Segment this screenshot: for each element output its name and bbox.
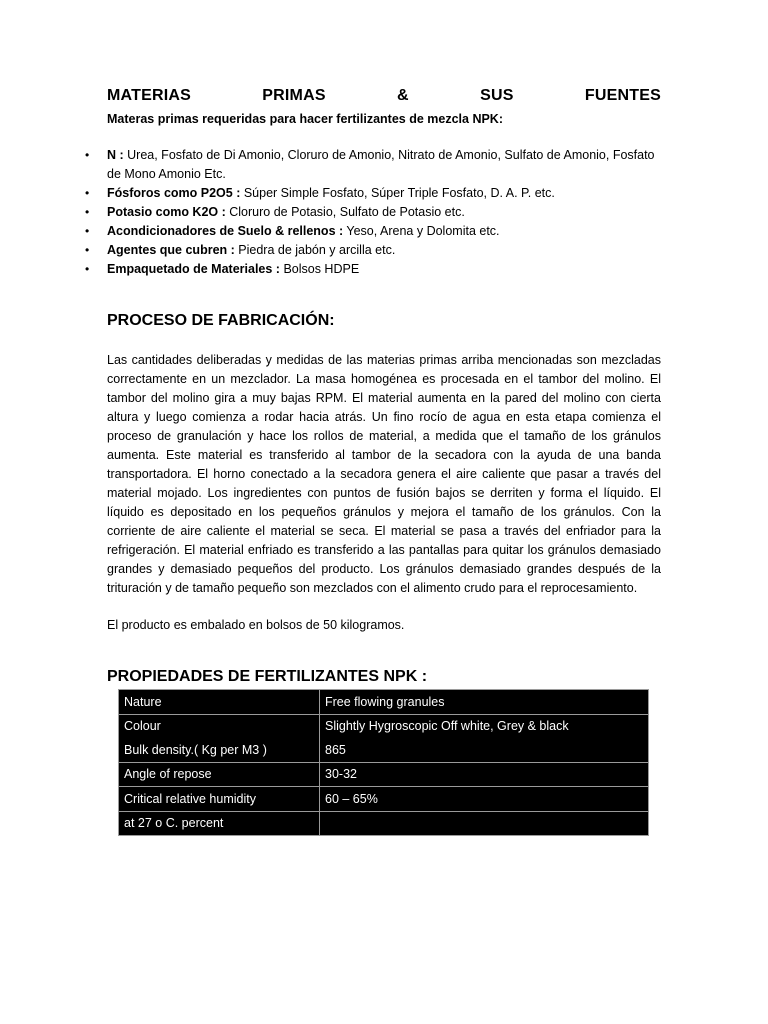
properties-table: [118, 689, 649, 836]
table-cell-property: at 27 o C. percent: [119, 811, 320, 836]
table-row: [119, 690, 649, 715]
list-item: [85, 241, 663, 260]
table-row: [119, 787, 649, 812]
table-cell-value: Slightly Hygroscopic Off white, Grey & black: [320, 714, 649, 738]
bullet-icon: •: [85, 243, 90, 257]
process-paragraph: Las cantidades deliberadas y medidas de las materias primas arriba mencionadas son mezcladas correctamente en un mezclador. La masa homogénea es procesada en el tambor del molino. El tambor del molino gira a muy bajas RPM. El material aumenta en la pared del molino con cierta altura y luego comienza a rodar hacia atrás. Un fino rocío de agua en esta etapa comienza el proceso de granulación y hace los rollos de material, a medida que el tamaño de los gránulos aumenta. Este material es transferido al tambor de la secadora con la ayuda de una banda transportadora. El horno conectado a la secadora genera el aire caliente que pasar a través del material mojado. Los ingredientes con puntos de fusión bajos se derriten y forma el líquido. El líquido es depositado en los pequeños gránulos y mejora el tamaño de los gránulos. Con la corriente de aire caliente el material se seca. El material se pasa a través del enfriador para la refrigeración. El material enfriado es transferido a las pantallas para quitar los gránulos demasiado grandes y demasiado pequeños del producto. Los gránulos demasiado grandes después de la trituración y de tamaño pequeño son mezclados con el alimento crudo para el reprocesamiento.: [107, 353, 661, 595]
item-label: Potasio como K2O :: [107, 205, 226, 219]
main-heading: [107, 87, 661, 105]
process-heading: PROCESO DE FABRICACIÓN:: [107, 312, 335, 329]
heading-word: &: [397, 87, 409, 104]
heading-word: PRIMAS: [262, 87, 326, 104]
table-cell-property: Critical relative humidity: [119, 787, 320, 812]
item-label: Empaquetado de Materiales :: [107, 262, 280, 276]
bullet-icon: •: [85, 224, 90, 238]
item-label: Agentes que cubren :: [107, 243, 235, 257]
list-item: [85, 222, 663, 241]
item-text: Piedra de jabón y arcilla etc.: [234, 243, 396, 257]
table-row: [119, 738, 649, 762]
heading-word: MATERIAS: [107, 87, 191, 104]
table-row: [119, 714, 649, 738]
table-cell-value: [320, 811, 649, 836]
item-text: Cloruro de Potasio, Sulfato de Potasio etc.: [225, 205, 465, 219]
item-label: N :: [107, 148, 124, 162]
list-item: [85, 146, 663, 184]
bullet-icon: •: [85, 186, 90, 200]
item-text: Urea, Fosfato de Di Amonio, Cloruro de Amonio, Nitrato de Amonio, Sulfato de Amonio, Fosfato de Mono Amonio Etc.: [107, 148, 655, 181]
table-cell-property: Colour: [119, 714, 320, 738]
table-cell-value: Free flowing granules: [320, 690, 649, 715]
table-cell-property: Nature: [119, 690, 320, 715]
list-item: [85, 184, 663, 203]
table-row: [119, 762, 649, 787]
bullet-icon: •: [85, 262, 90, 276]
list-item: [85, 260, 663, 279]
item-text: Súper Simple Fosfato, Súper Triple Fosfato, D. A. P. etc.: [240, 186, 555, 200]
subtitle: Materas primas requeridas para hacer fertilizantes de mezcla NPK:: [107, 112, 503, 126]
item-label: Fósforos como P2O5 :: [107, 186, 241, 200]
table-cell-value: 30-32: [320, 762, 649, 787]
table-cell-value: 865: [320, 738, 649, 762]
list-item: [85, 203, 663, 222]
heading-word: FUENTES: [584, 87, 661, 104]
item-text: Yeso, Arena y Dolomita etc.: [343, 224, 500, 238]
bullet-icon: •: [85, 205, 90, 219]
bullet-icon: •: [85, 148, 90, 162]
table-cell-value: 60 – 65%: [320, 787, 649, 812]
table-cell-property: Bulk density.( Kg per M3 ): [119, 738, 320, 762]
properties-heading: PROPIEDADES DE FERTILIZANTES NPK :: [107, 668, 428, 685]
packaging-note: El producto es embalado en bolsos de 50 kilogramos.: [107, 618, 405, 632]
table-cell-property: Angle of repose: [119, 762, 320, 787]
item-text: Bolsos HDPE: [279, 262, 360, 276]
table-row: [119, 811, 649, 836]
heading-word: SUS: [480, 87, 514, 104]
item-label: Acondicionadores de Suelo & rellenos :: [107, 224, 344, 238]
raw-materials-list: [85, 146, 663, 279]
